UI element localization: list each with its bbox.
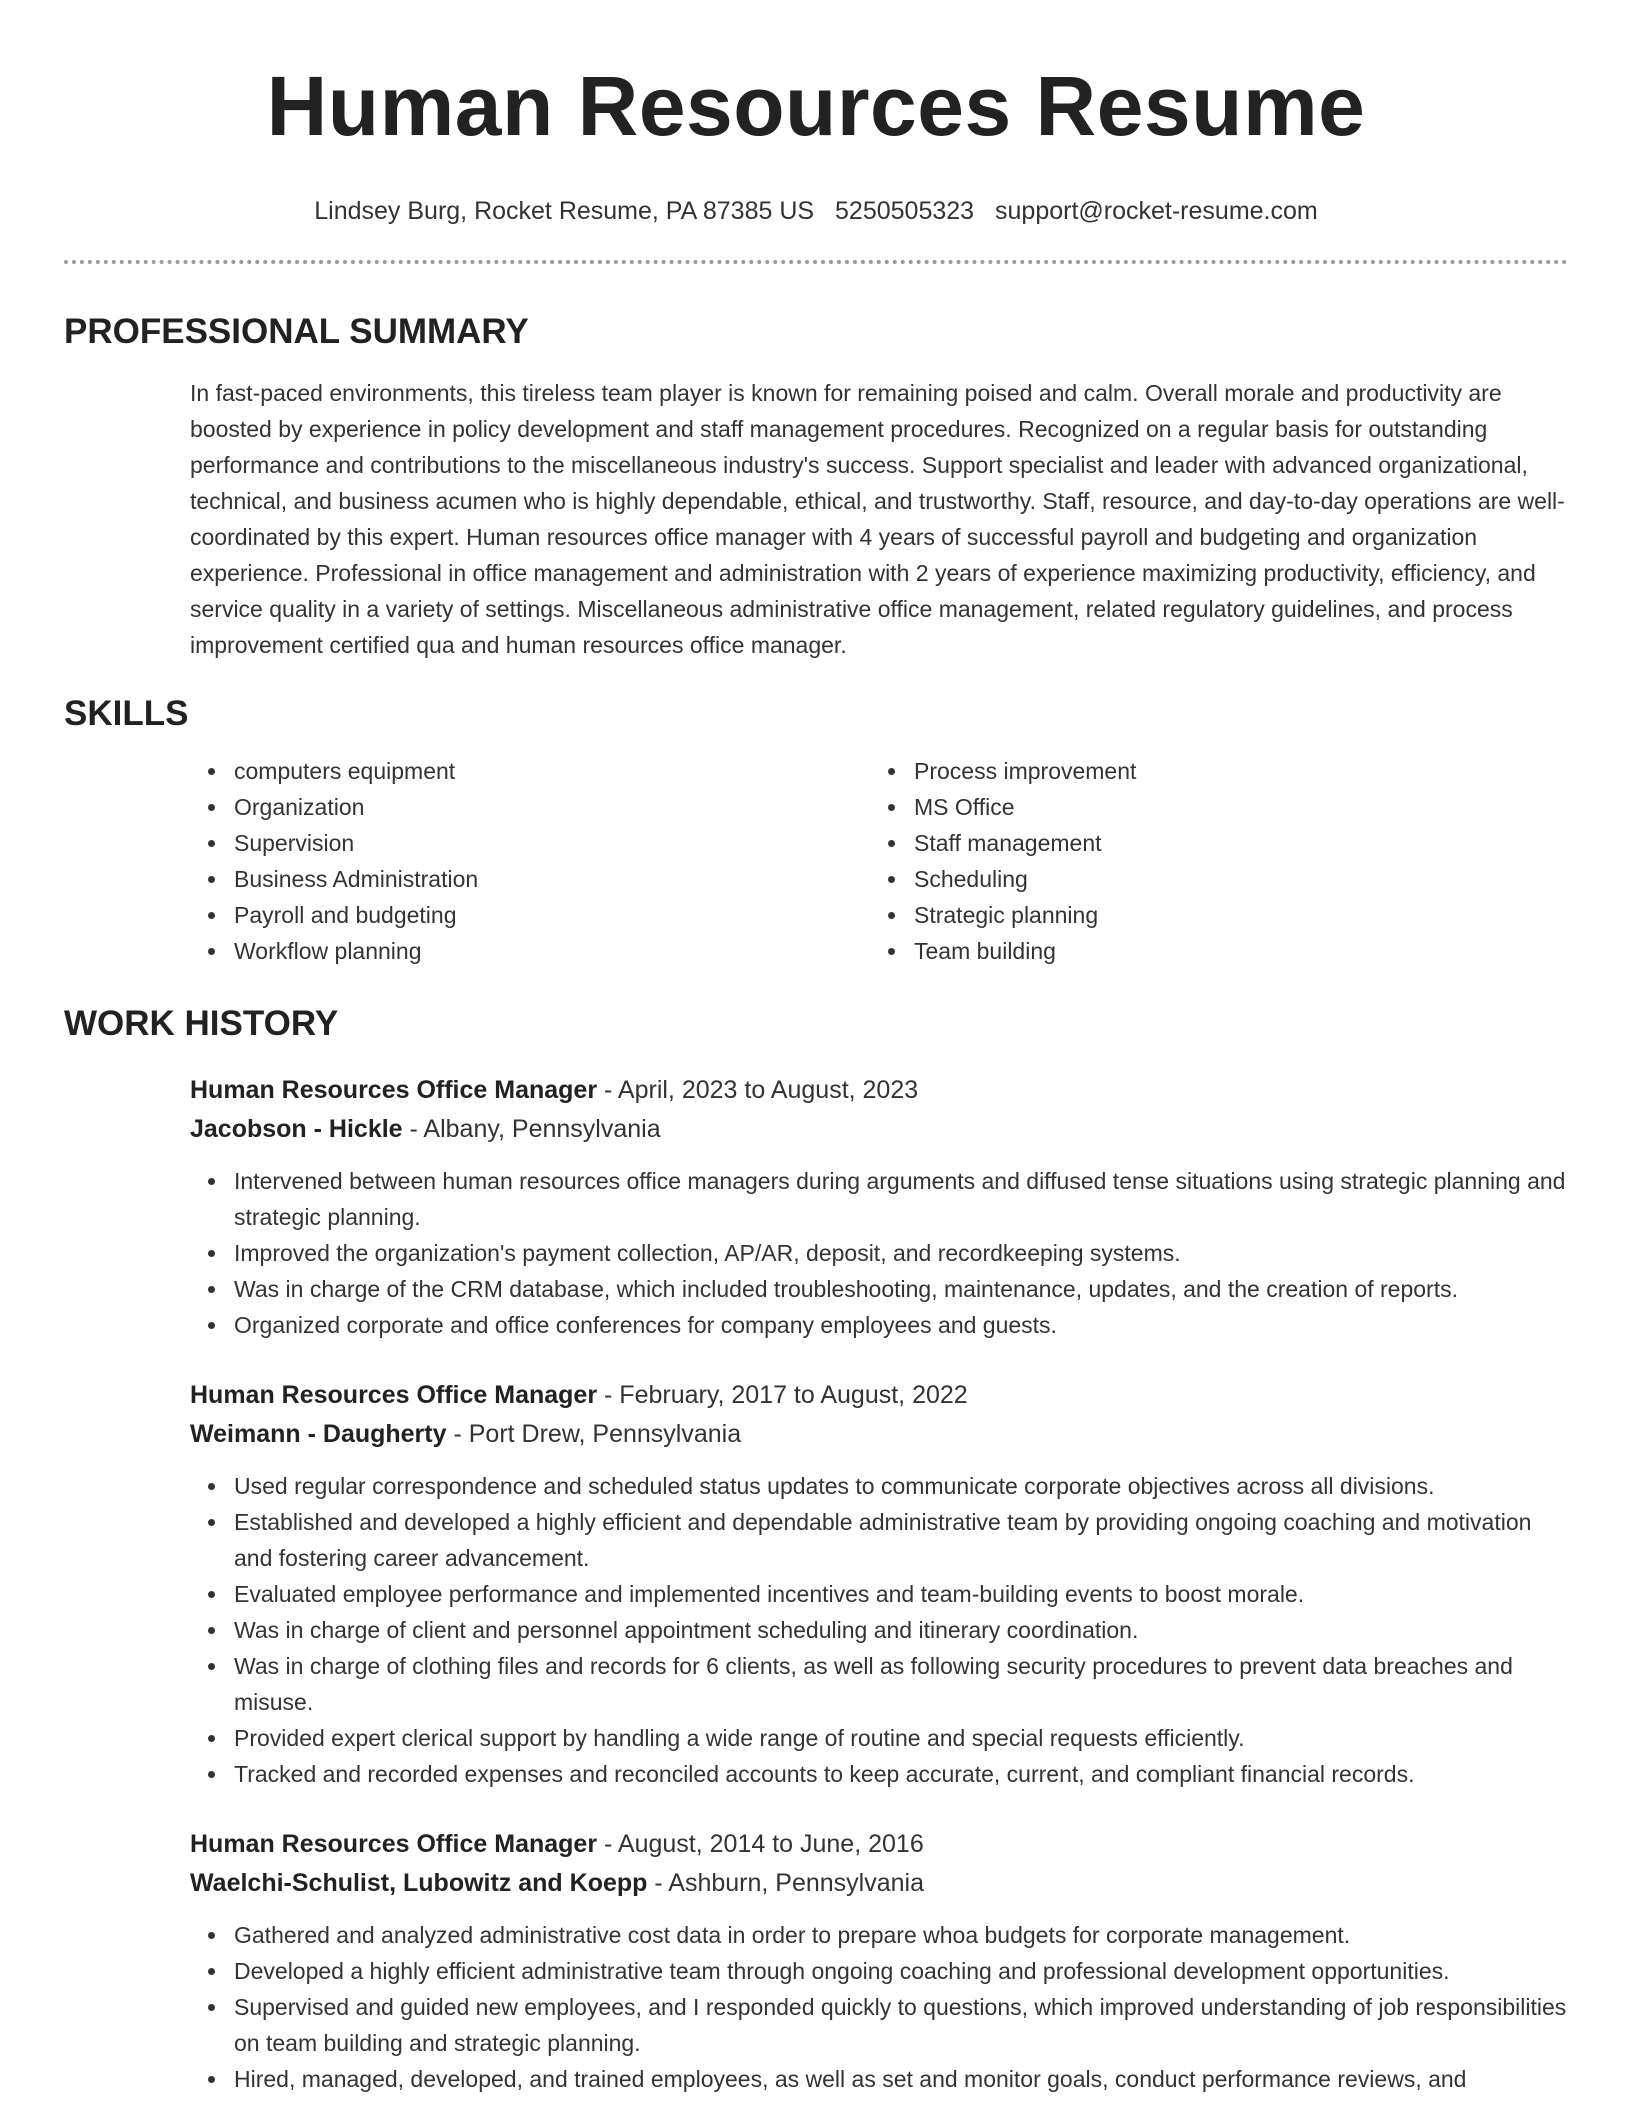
job-company: Weimann - Daugherty (190, 1420, 447, 1448)
duty-item: Gathered and analyzed administrative cost data in order to prepare whoa budgets for corporate management. (190, 1917, 1568, 1953)
job-duties (190, 1163, 1568, 1343)
resume-title: Human Resources Resume (266, 59, 1366, 153)
duty-item: Was in charge of client and personnel appointment scheduling and itinerary coordination. (190, 1612, 1568, 1648)
skills-column-left (190, 753, 870, 969)
skills-list (64, 753, 1568, 969)
job-title-line (190, 1825, 1568, 1864)
contact-line (64, 196, 1568, 226)
skill-item: Workflow planning (190, 933, 870, 969)
job-title: Human Resources Office Manager (190, 1076, 598, 1104)
contact-email: support@rocket-resume.com (995, 197, 1318, 225)
job-location: - Ashburn, Pennsylvania (654, 1869, 924, 1897)
duty-item: Established and developed a highly efficient and dependable administrative team by providing ongoing coaching and motivation and fostering career advancement. (190, 1504, 1568, 1576)
duty-item: Evaluated employee performance and implemented incentives and team-building events to boost morale. (190, 1576, 1568, 1612)
job-dates: - February, 2017 to August, 2022 (604, 1381, 968, 1409)
work-history-heading: WORK HISTORY (64, 1004, 339, 1043)
job-duties (190, 1468, 1568, 1792)
job-company-line (190, 1110, 1568, 1149)
contact-phone: 5250505323 (835, 197, 975, 225)
job-title-line (190, 1376, 1568, 1415)
job-location: - Albany, Pennsylvania (409, 1115, 661, 1143)
skills-column-right (870, 753, 1550, 969)
skill-item: Business Administration (190, 861, 870, 897)
skill-item: MS Office (870, 789, 1550, 825)
job-company-line (190, 1415, 1568, 1454)
job-title-line (190, 1071, 1568, 1110)
skill-item: Staff management (870, 825, 1550, 861)
duty-item: Improved the organization's payment collection, AP/AR, deposit, and recordkeeping systems. (190, 1235, 1568, 1271)
skill-item: Supervision (190, 825, 870, 861)
job-title: Human Resources Office Manager (190, 1830, 598, 1858)
duty-item: Supervised and guided new employees, and I responded quickly to questions, which improved understanding of job responsibilities on team building and strategic planning. (190, 1989, 1568, 2061)
skill-item: Strategic planning (870, 897, 1550, 933)
duty-item: Hired, managed, developed, and trained employees, as well as set and monitor goals, conduct performance reviews, and (190, 2061, 1568, 2097)
duty-item: Was in charge of the CRM database, which included troubleshooting, maintenance, updates, and the creation of reports. (190, 1271, 1568, 1307)
job-company: Waelchi-Schulist, Lubowitz and Koepp (190, 1869, 648, 1897)
duty-item: Tracked and recorded expenses and reconciled accounts to keep accurate, current, and compliant financial records. (190, 1756, 1568, 1792)
job-company-line (190, 1864, 1568, 1903)
duty-item: Was in charge of clothing files and records for 6 clients, as well as following security procedures to prevent data breaches and misuse. (190, 1648, 1568, 1720)
skill-item: Process improvement (870, 753, 1550, 789)
summary-text: In fast-paced environments, this tireless team player is known for remaining poised and calm. Overall morale and productivity are boosted by experience in policy development and staff management procedures. Recognized on a regular basis for outstanding performance and contributions to the miscellaneous industry's success. Support specialist and leader with advanced organizational, technical, and business acumen who is highly dependable, ethical, and trustworthy. Staff, resource, and day-to-day operations are well-coordinated by this expert. Human resources office manager with 4 years of successful payroll and budgeting and organization experience. Professional in office management and administration with 2 years of experience maximizing productivity, efficiency, and service quality in a variety of settings. Miscellaneous administrative office management, related regulatory guidelines, and process improvement certified qua and human resources office manager. (190, 380, 1565, 658)
job-dates: - August, 2014 to June, 2016 (604, 1830, 924, 1858)
job-title: Human Resources Office Manager (190, 1381, 598, 1409)
duty-item: Intervened between human resources office managers during arguments and diffused tense situations using strategic planning and strategic planning. (190, 1163, 1568, 1235)
contact-address: Lindsey Burg, Rocket Resume, PA 87385 US (314, 197, 815, 225)
summary-heading: PROFESSIONAL SUMMARY (64, 312, 529, 351)
job-entry (64, 1071, 1568, 1343)
duty-item: Provided expert clerical support by handling a wide range of routine and special requests efficiently. (190, 1720, 1568, 1756)
skill-item: Organization (190, 789, 870, 825)
job-dates: - April, 2023 to August, 2023 (604, 1076, 919, 1104)
duty-item: Used regular correspondence and scheduled status updates to communicate corporate objectives across all divisions. (190, 1468, 1568, 1504)
job-location: - Port Drew, Pennsylvania (453, 1420, 742, 1448)
job-duties (190, 1917, 1568, 2097)
skill-item: Scheduling (870, 861, 1550, 897)
skill-item: computers equipment (190, 753, 870, 789)
duty-item: Organized corporate and office conferences for company employees and guests. (190, 1307, 1568, 1343)
job-company: Jacobson - Hickle (190, 1115, 403, 1143)
duty-item: Developed a highly efficient administrative team through ongoing coaching and professional development opportunities. (190, 1953, 1568, 1989)
job-entry (64, 1376, 1568, 1792)
skill-item: Payroll and budgeting (190, 897, 870, 933)
job-entry (64, 1825, 1568, 2097)
skills-heading: SKILLS (64, 694, 189, 733)
header-divider (64, 260, 1568, 264)
skill-item: Team building (870, 933, 1550, 969)
